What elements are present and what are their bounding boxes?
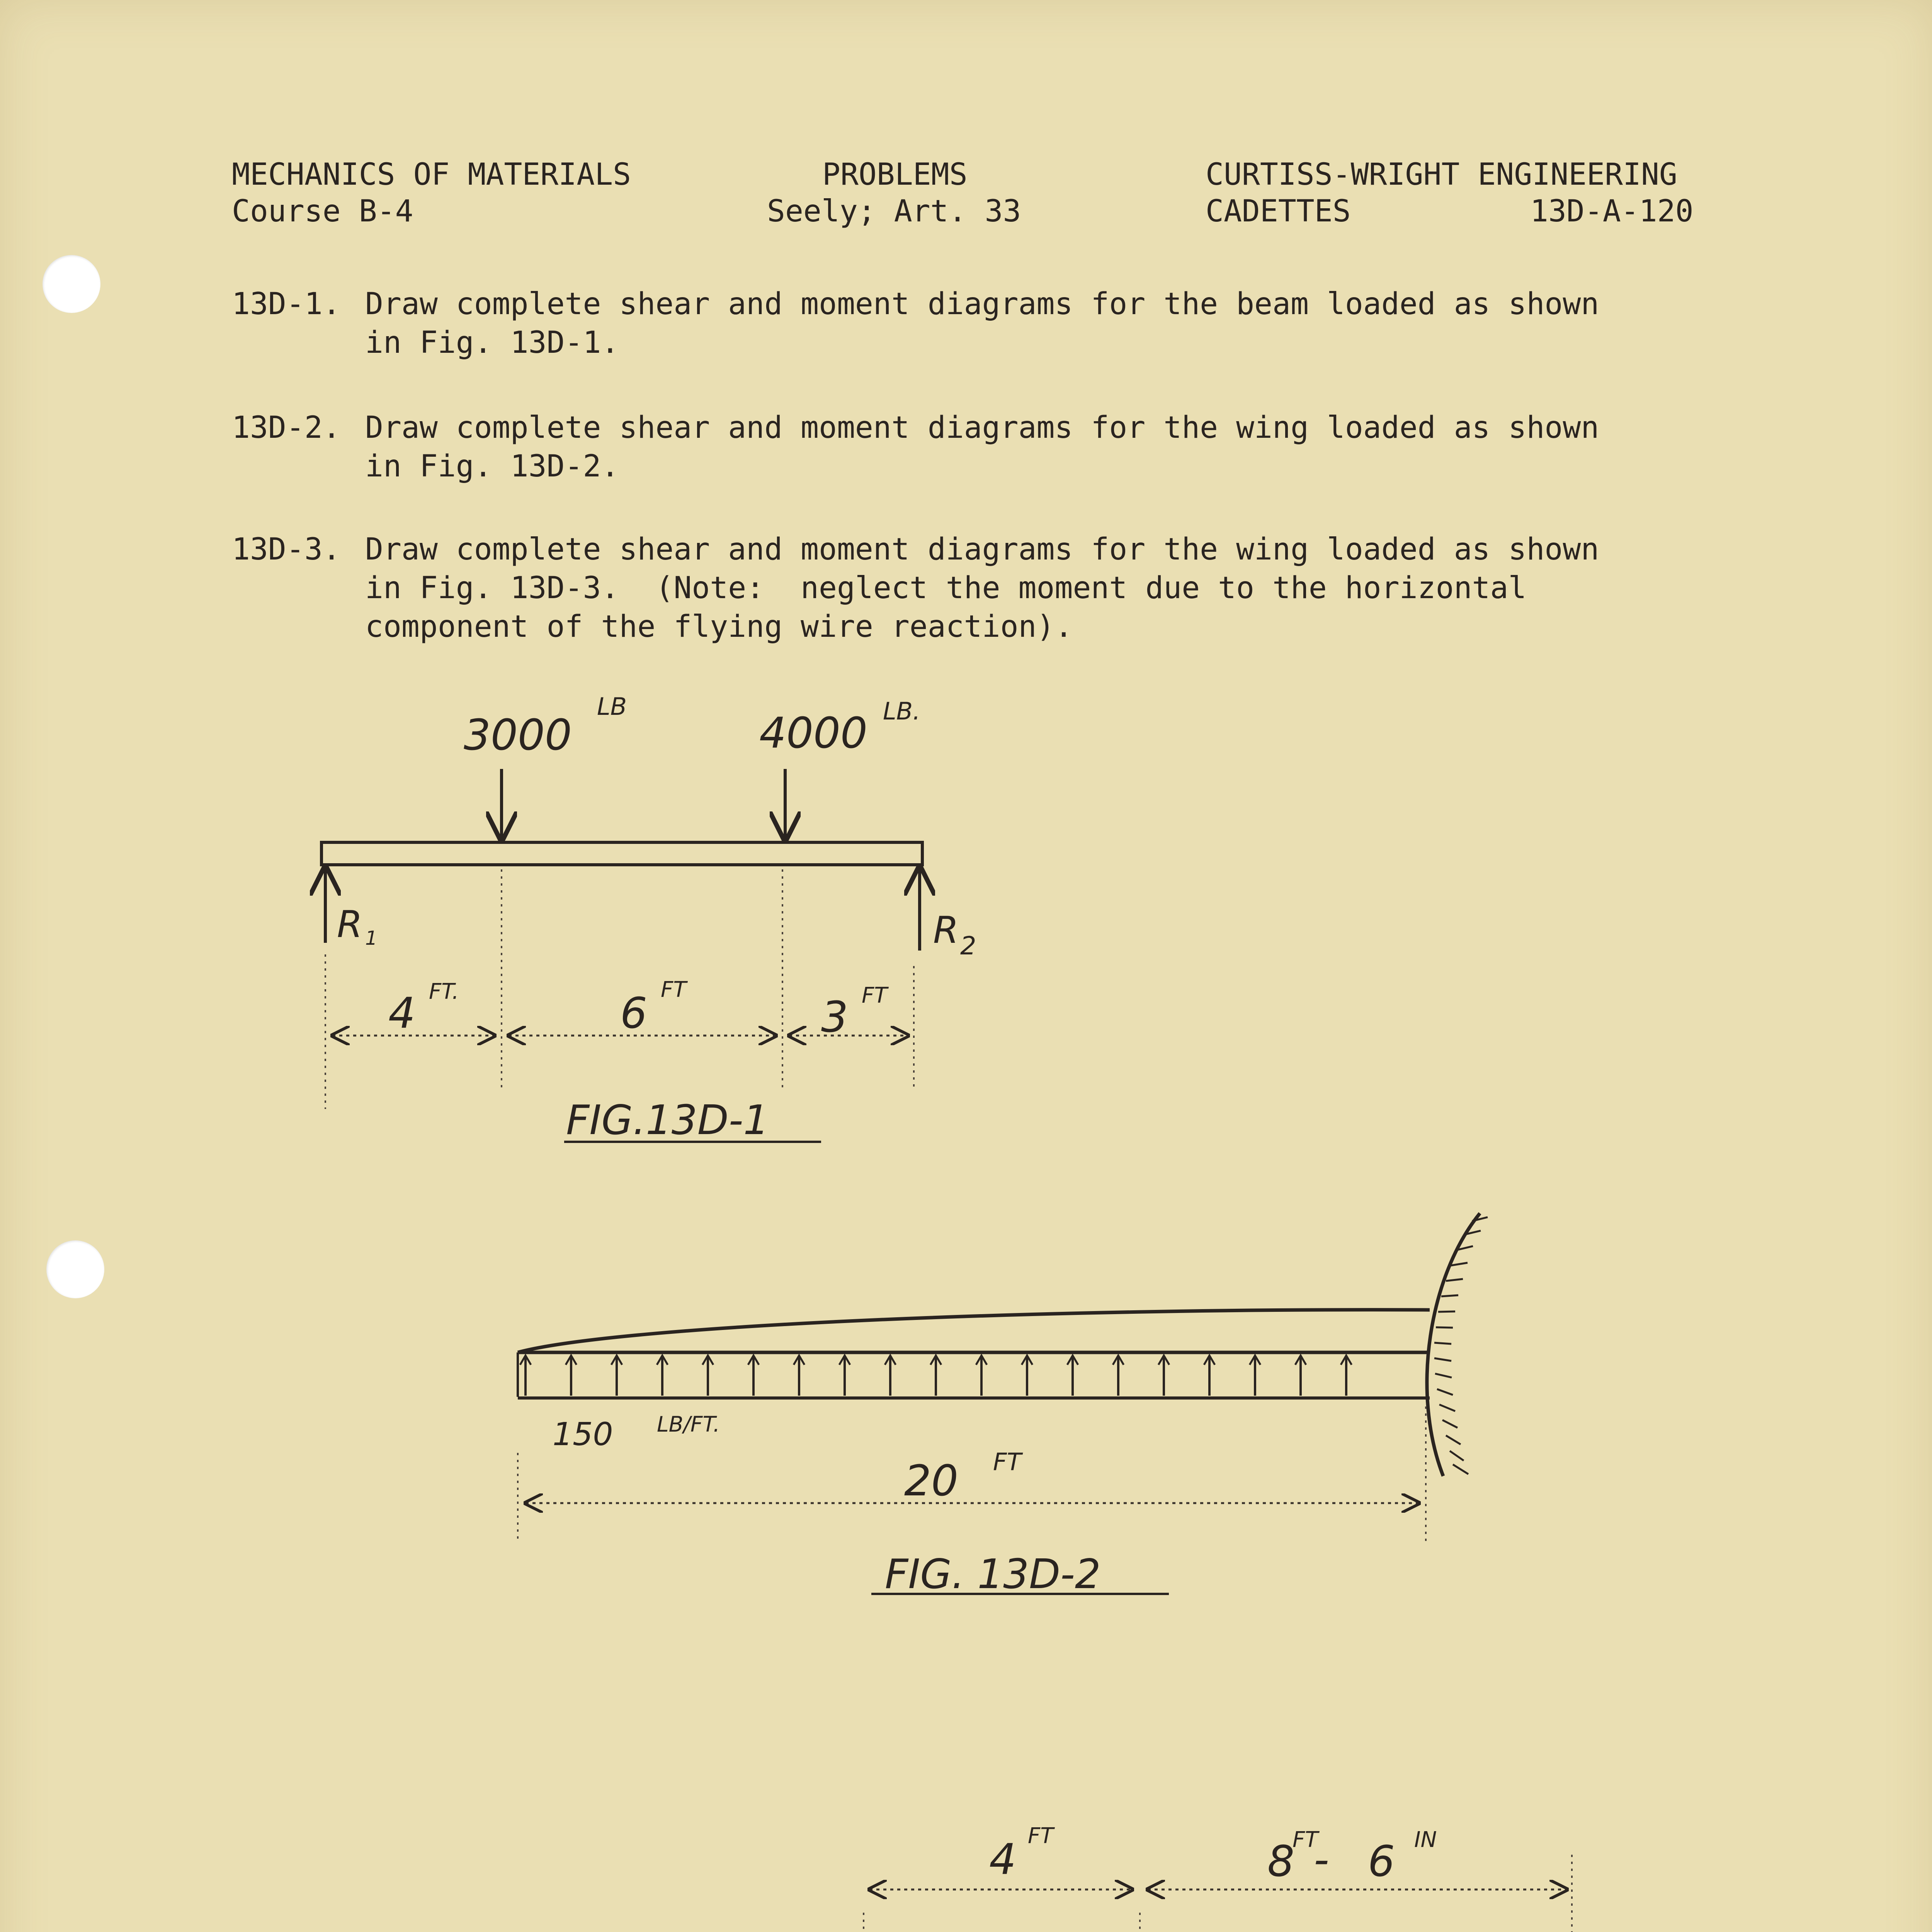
problem-text: in Fig. 13D-1. (365, 325, 619, 360)
figure-13d-1 (321, 692, 976, 1144)
span-value: 20 (904, 1456, 958, 1505)
problem-number: 13D-2. (232, 410, 341, 445)
span-1-value: 4 (388, 988, 415, 1038)
span-2-value: 6 (620, 988, 647, 1038)
load-1-unit: LB (597, 692, 627, 721)
figure-caption: FIG.13D-1 (566, 1097, 769, 1144)
wing-upper-surface (518, 1310, 1430, 1352)
problem-text: Draw complete shear and moment diagrams for the wing loaded as shown (365, 532, 1599, 567)
load-2-value: 4000 (759, 708, 867, 758)
header-left-course: Course B-4 (232, 194, 413, 229)
reaction-2-subscript: 2 (960, 932, 976, 961)
distributed-load-arrows (520, 1355, 1352, 1396)
problem-text: Draw complete shear and moment diagrams for the beam loaded as shown (365, 287, 1599, 321)
distributed-load-value: 150 (553, 1416, 613, 1453)
span-2-inches-value: 6 (1368, 1837, 1395, 1886)
span-2-separator: - (1314, 1835, 1329, 1884)
figure-13d-2 (518, 1213, 1488, 1598)
header-center-title: PROBLEMS (822, 157, 968, 192)
problem-number: 13D-1. (232, 287, 341, 321)
span-1-unit: FT (1028, 1823, 1054, 1849)
span-3-unit: FT (862, 983, 888, 1008)
figure-13d-3 (864, 1823, 1572, 1932)
span-1-unit: FT. (429, 979, 459, 1004)
problem-text: Draw complete shear and moment diagrams for the wing loaded as shown (365, 410, 1599, 445)
problem-number: 13D-3. (232, 532, 341, 567)
problem-text: component of the flying wire reaction). (365, 609, 1073, 644)
header-center-reference: Seely; Art. 33 (767, 194, 1021, 229)
span-2-feet-unit: FT (1293, 1827, 1318, 1852)
reaction-2-label: R (933, 909, 959, 952)
problem-text: in Fig. 13D-2. (365, 449, 619, 484)
header-left-title: MECHANICS OF MATERIALS (232, 157, 631, 192)
reaction-1-subscript: 1 (365, 927, 378, 949)
load-2-unit: LB. (883, 697, 920, 725)
span-1-value: 4 (989, 1835, 1016, 1884)
problem-text: in Fig. 13D-3. (Note: neglect the moment due to the horizontal (365, 571, 1527, 605)
wall-hatching (1434, 1217, 1488, 1474)
span-3-value: 3 (821, 992, 848, 1042)
span-2-feet-value: 8 (1267, 1837, 1294, 1886)
reaction-1-label: R (337, 903, 363, 946)
beam (321, 842, 922, 865)
load-1-value: 3000 (464, 710, 572, 760)
span-2-unit: FT (661, 977, 687, 1002)
span-unit: FT (993, 1448, 1022, 1476)
span-2-inches-unit: IN (1414, 1827, 1437, 1852)
wall-support (1427, 1213, 1480, 1476)
distributed-load-unit: LB/FT. (657, 1412, 720, 1437)
header-right-code: 13D-A-120 (1530, 194, 1694, 229)
figure-caption: FIG. 13D-2 (885, 1551, 1101, 1598)
header-right-title: CURTISS-WRIGHT ENGINEERING (1206, 157, 1677, 192)
header-right-cadettes: CADETTES (1206, 194, 1351, 229)
